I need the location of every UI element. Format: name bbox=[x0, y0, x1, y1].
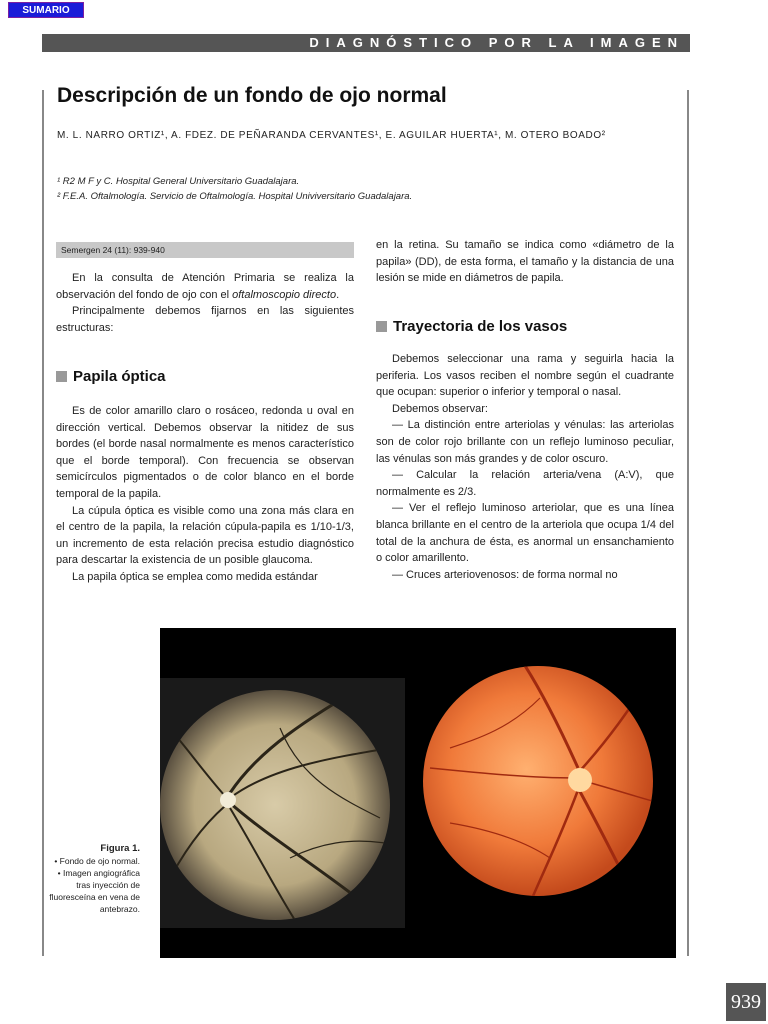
paragraph: Debemos seleccionar una rama y seguirla hacia la periferia. Los vasos reciben el nombre según el cuadrante que ocupan: superior o inferior y temporal o nasal. bbox=[376, 353, 674, 399]
figure-caption-2: • Imagen angiográfica tras inyección de fluoresceína en vena de antebrazo. bbox=[49, 868, 140, 914]
right-rule bbox=[687, 90, 689, 956]
affiliation-2: ² F.E.A. Oftalmología. Servicio de Oftalmología. Hospital Univiversitario Guadalajara. bbox=[57, 191, 413, 202]
figure-caption bbox=[46, 842, 140, 915]
sumario-button[interactable]: SUMARIO bbox=[8, 2, 84, 18]
paragraph: Es de color amarillo claro o rosáceo, redonda u oval en dirección vertical. Debemos observar la nitidez de sus bordes (el borde nasal normalmente es menos característico que el borde temporal). Con frecuencia se observan semicírculos pigmentados o de color blanco en el borde temporal de la papila. bbox=[56, 405, 354, 500]
left-rule bbox=[42, 90, 44, 956]
page-number: 939 bbox=[726, 983, 766, 1021]
intro-text-1: En la consulta de Atención Primaria se realiza la observación del fondo de ojo con el bbox=[56, 272, 354, 301]
authors: M. L. NARRO ORTIZ¹, A. FDEZ. DE PEÑARANDA CERVANTES¹, E. AGUILAR HUERTA¹, M. OTERO BOADO² bbox=[57, 130, 606, 141]
right-column-top bbox=[376, 237, 674, 287]
papila-text bbox=[56, 403, 354, 586]
paragraph: La papila óptica se emplea como medida estándar bbox=[72, 570, 318, 583]
figure-caption-1: • Fondo de ojo normal. bbox=[54, 856, 140, 866]
paragraph: La cúpula óptica es visible como una zona más clara en el centro de la papila, la relación cúpula-papila es 1/10-1/3, un incremento de esta relación precisa estudio diagnóstico para descartar la existencia de un posible glaucoma. bbox=[56, 504, 354, 567]
figure-label: Figura 1. bbox=[100, 843, 140, 854]
optic-disc-fundus bbox=[568, 768, 592, 792]
vasos-text bbox=[376, 351, 674, 583]
paragraph: — Cruces arteriovenosos: de forma normal no bbox=[392, 568, 618, 581]
section-heading-label: Papila óptica bbox=[73, 368, 166, 385]
paragraph: en la retina. Su tamaño se indica como «diámetro de la papila» (DD), de esta forma, el tamaño y la distancia de una lesión se mide en diámetros de papila. bbox=[376, 239, 674, 285]
paragraph: Debemos observar: bbox=[392, 402, 488, 415]
optic-disc-angiogram bbox=[220, 792, 236, 808]
affiliation-1: ¹ R2 M F y C. Hospital General Universitario Guadalajara. bbox=[57, 176, 300, 187]
intro-text-2: . bbox=[336, 288, 340, 301]
citation: Semergen 24 (11): 939-940 bbox=[56, 242, 354, 258]
section-heading-papila bbox=[56, 368, 166, 385]
intro-italic: oftalmoscopio directo bbox=[232, 288, 337, 301]
figure-image bbox=[160, 628, 676, 958]
paragraph: — La distinción entre arteriolas y vénulas: las arteriolas son de color rojo brillante con un reflejo luminoso peculiar, las vénulas son más grandes y de color oscuro. bbox=[376, 419, 674, 465]
paragraph: — Ver el reflejo luminoso arteriolar, que es una línea blanca brillante en el centro de la arteriola que ocupa 1/4 del total de la anchura de ésta, es anormal un ensanchamiento o color amarillento. bbox=[376, 502, 674, 565]
square-bullet-icon bbox=[56, 371, 67, 382]
intro-paragraph bbox=[56, 270, 354, 303]
intro-text bbox=[56, 270, 354, 336]
section-title-bar: DIAGNÓSTICO POR LA IMAGEN bbox=[42, 34, 690, 52]
section-heading-label: Trayectoria de los vasos bbox=[393, 318, 568, 335]
section-heading-vasos bbox=[376, 318, 567, 335]
paragraph: — Calcular la relación arteria/vena (A:V), que normalmente es 2/3. bbox=[376, 469, 674, 498]
fundus-images bbox=[160, 628, 676, 958]
article-title: Descripción de un fondo de ojo normal bbox=[57, 84, 447, 107]
intro-paragraph-2: Principalmente debemos fijarnos en las siguientes estructuras: bbox=[56, 305, 354, 334]
square-bullet-icon bbox=[376, 321, 387, 332]
